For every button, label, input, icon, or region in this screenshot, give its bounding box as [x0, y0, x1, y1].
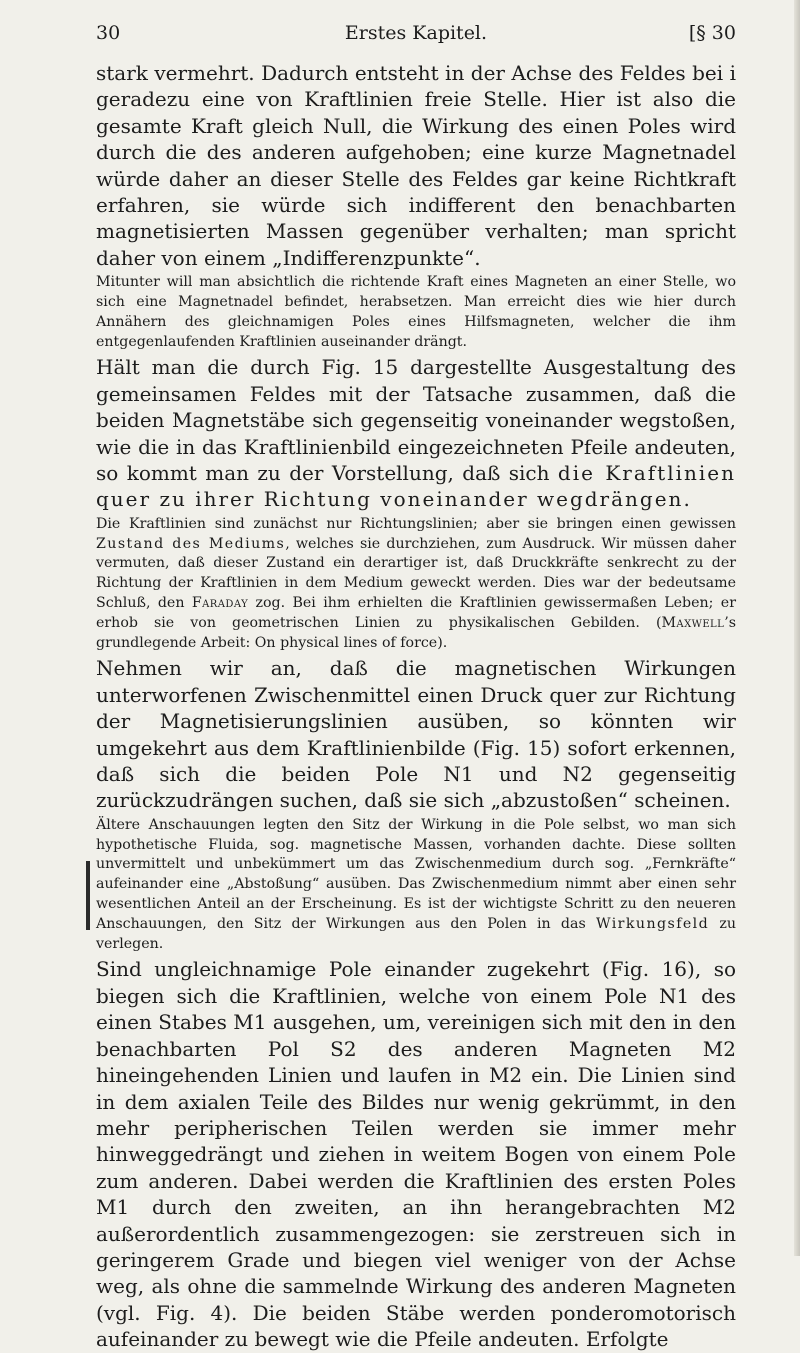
running-header	[96, 22, 736, 50]
page-edge-shadow	[794, 0, 800, 1256]
note-fernkraefte	[96, 816, 736, 955]
emphasis-text: die Kraftlinien quer zu ihrer Richtung voneinander wegdrängen	[96, 461, 736, 512]
page-body	[96, 60, 736, 1353]
paragraph-ungleichnamige-pole: Sind ungleichnamige Pole einander zugekehrt (Fig. 16), so biegen sich die Kraftlinien, welche von einem Pole N1 des einen Stabes M1 ausgehen, um, vereinigen sich mit den in den benachbarten Pol S2 des anderen Magneten M2 hineingehenden Linien und laufen in M2 ein. Die Linien sind in dem axialen Teile des Bildes nur wenig gekrümmt, in den mehr peripherischen Teilen werden sie immer mehr hinweggedrängt und ziehen in weitem Bogen von einem Pole zum anderen. Dabei werden die Kraftlinien des ersten Poles M1 durch den zweiten, an ihn herangebrachten M2 außerordentlich zusammengezogen: sie zerstreuen sich in geringerem Grade und biegen viel weniger von der Achse weg, als ohne die sammelnde Wirkung des anderen Magneten (vgl. Fig. 4). Die beiden Stäbe werden ponderomotorisch aufeinander zu bewegt wie die Pfeile andeuten. Erfolgte	[96, 957, 736, 1352]
text-run: .	[683, 487, 690, 512]
emphasis-text: Wirkungsfeld	[595, 915, 710, 932]
text-run: zu verlegen.	[96, 915, 736, 952]
paragraph-kraftlinien-quer	[96, 354, 736, 512]
author-name-maxwell: Maxwell	[661, 614, 725, 631]
note-hilfsmagnet: Mitunter will man absichtlich die richtende Kraft eines Magneten an einer Stelle, wo sich eine Magnetnadel befindet, herabsetzen. Man erreicht dies wie hier durch Annähern des gleichnamigen Poles eines Hilfsmagneten, welcher die ihm entgegenlaufenden Kraftlinien auseinander drängt.	[96, 274, 736, 350]
text-run: Ältere Anschauungen legten den Sitz der Wirkung in die Pole selbst, wo man sich hypothetische Fluida, sog. magnetische Massen, vorhanden dachte. Diese sollten unvermittelt und unbekümmert um das Zwischenmedium durch sog. „Fernkräfte“ aufeinander eine „Abstoßung“ ausüben. Das Zwischenmedium nimmt aber einen sehr wesentlichen Anteil an der Erscheinung. Es ist der wichtigste Schritt zu den neueren Anschauungen, den Sitz der Wirkungen aus den Polen in das	[96, 816, 736, 932]
author-name-faraday: Faraday	[191, 595, 249, 612]
emphasis-text: Zustand des Mediums	[96, 535, 286, 552]
text-run: ’s grundlegende Arbeit: On physical lines of force).	[96, 614, 736, 651]
text-run: Hält man die durch Fig. 15 dargestellte Ausgestaltung des gemeinsamen Feldes mit der Tatsache zusammen, daß die beiden Magnetstäbe sich gegenseitig voneinander wegstoßen, wie die in das Kraftlinienbild eingezeichneten Pfeile andeuten, so kommt man zu der Vorstellung, daß sich	[96, 355, 736, 486]
text-run: Die Kraftlinien sind zunächst nur Richtungslinien; aber sie bringen einen gewissen	[96, 515, 736, 532]
chapter-title: Erstes Kapitel.	[344, 22, 488, 44]
text-run: , welches sie durchziehen, zum Ausdruck. Wir müssen daher vermuten, daß dieser Zustand ein derartiger ist, daß Druckkräfte senkrecht zu der Richtung der Kraftlinien in dem Medium geweckt werden. Dies war der bedeutsame Schluß, den	[96, 535, 736, 612]
page-number: 30	[96, 22, 121, 44]
note-faraday	[96, 515, 736, 654]
paragraph-zwischenmittel: Nehmen wir an, daß die magnetischen Wirkungen unterworfenen Zwischenmittel einen Druck quer zur Richtung der Magnetisierungslinien ausüben, so könnten wir umgekehrt aus dem Kraftlinienbilde (Fig. 15) sofort erkennen, daß sich die beiden Pole N1 und N2 gegenseitig zurückzudrängen suchen, daß sie sich „abzustoßen“ scheinen.	[96, 656, 736, 813]
margin-mark	[86, 861, 90, 930]
paragraph-indifferenzpunkt: stark vermehrt. Dadurch entsteht in der Achse des Feldes bei i geradezu eine von Kraftlinien freie Stelle. Hier ist also die gesamte Kraft gleich Null, die Wirkung des einen Poles wird durch die des anderen aufgehoben; eine kurze Magnetnadel würde daher an dieser Stelle des Feldes gar keine Richtkraft erfahren, sie würde sich indifferent den benachbarten magnetisierten Massen gegenüber verhalten; man spricht daher von einem „Indifferenzpunkte“.	[96, 61, 736, 270]
section-number: [§ 30	[688, 22, 736, 44]
text-run: zog. Bei ihm erhielten die Kraftlinien gewissermaßen Leben; er erhob sie von geometrischen Linien zu physikalischen Gebilden. (	[96, 595, 736, 631]
